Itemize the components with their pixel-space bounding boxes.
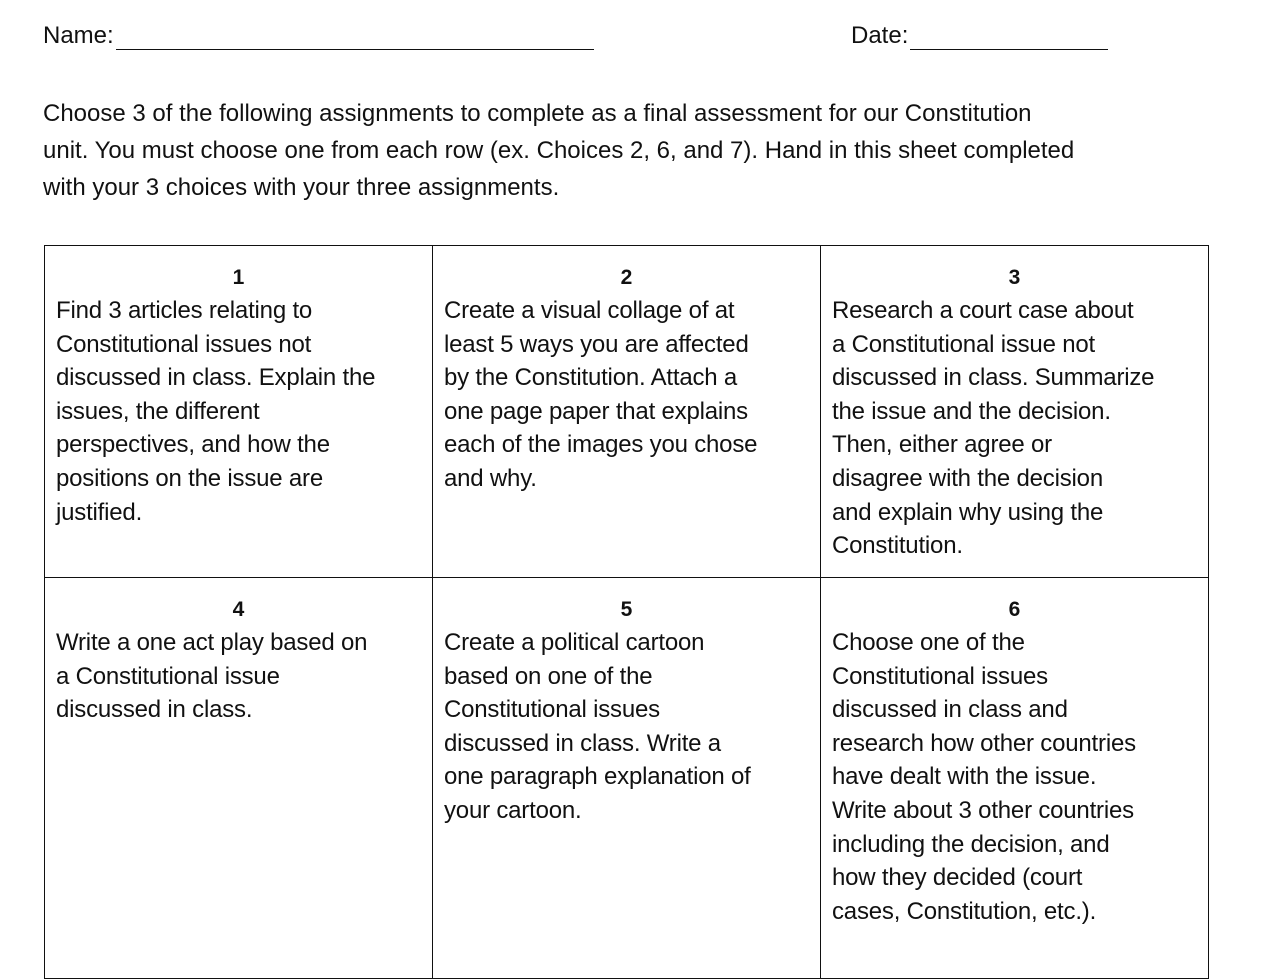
choice-text-line: discussed in class.: [56, 696, 253, 724]
choice-text-line: Constitutional issues not: [56, 330, 312, 358]
choice-text-line: one paragraph explanation of: [444, 763, 751, 791]
date-field: [851, 22, 1108, 50]
choice-text-line: the issue and the decision.: [832, 397, 1111, 425]
choice-text-line: discussed in class. Summarize: [832, 364, 1155, 392]
choice-number: 1: [232, 266, 245, 289]
choice-text-line: one page paper that explains: [444, 397, 748, 425]
choice-cell-2: [433, 246, 821, 578]
choice-number: 3: [1008, 266, 1021, 289]
choice-text-line: your cartoon.: [444, 796, 582, 824]
choice-text-line: and explain why using the: [832, 498, 1104, 526]
instructions-line: Choose 3 of the following assignments to complete as a final assessment for our Constitution: [43, 100, 1032, 127]
choice-text-line: Create a visual collage of at: [444, 297, 735, 324]
choice-text-line: have dealt with the issue.: [832, 763, 1097, 791]
date-label: Date:: [851, 22, 909, 49]
choice-text-line: Find 3 articles relating to: [56, 297, 313, 324]
choice-text-line: Constitutional issues: [444, 696, 660, 724]
choice-text-line: Then, either agree or: [832, 431, 1052, 459]
choice-text-line: justified.: [56, 498, 143, 526]
name-label: Name:: [43, 22, 114, 49]
choice-text-line: Choose one of the: [832, 629, 1025, 656]
instructions-line: with your 3 choices with your three assignments.: [43, 174, 560, 201]
choice-text-line: and why.: [444, 464, 537, 492]
date-blank[interactable]: [910, 23, 1108, 50]
table-row: [45, 578, 1209, 979]
table-row: [45, 246, 1209, 578]
choice-cell-4: [45, 578, 433, 979]
choice-text-line: issues, the different: [56, 397, 260, 425]
choice-text-line: a Constitutional issue not: [832, 330, 1095, 358]
choice-text-line: Create a political cartoon: [444, 629, 705, 656]
choice-text-line: each of the images you chose: [444, 431, 758, 459]
choice-cell-5: [433, 578, 821, 979]
choice-board: [44, 245, 1209, 979]
choice-text-line: research how other countries: [832, 729, 1136, 757]
instructions: [43, 95, 1243, 206]
choice-text-line: based on one of the: [444, 662, 653, 690]
choice-text-line: a Constitutional issue: [56, 662, 280, 690]
choice-cell-3: [821, 246, 1209, 578]
choice-number: 6: [1008, 598, 1021, 621]
choice-text-line: Research a court case about: [832, 297, 1134, 324]
choice-text-line: least 5 ways you are affected: [444, 330, 749, 358]
choice-cell-1: [45, 246, 433, 578]
choice-number: 4: [232, 598, 245, 621]
name-blank[interactable]: [116, 23, 594, 50]
choice-text-line: by the Constitution. Attach a: [444, 364, 738, 392]
choice-text-line: discussed in class. Explain the: [56, 364, 376, 392]
choice-text-line: disagree with the decision: [832, 464, 1103, 492]
instructions-line: unit. You must choose one from each row (ex. Choices 2, 6, and 7). Hand in this sheet completed: [43, 137, 1075, 164]
name-field: [43, 22, 594, 50]
choice-text-line: Write about 3 other countries: [832, 796, 1134, 824]
choice-number: 2: [620, 266, 633, 289]
choice-text-line: including the decision, and: [832, 830, 1110, 858]
choice-text-line: Constitutional issues: [832, 662, 1048, 690]
choice-text-line: discussed in class. Write a: [444, 729, 721, 757]
choice-text-line: Write a one act play based on: [56, 629, 368, 656]
choice-text-line: discussed in class and: [832, 696, 1068, 724]
choice-text-line: perspectives, and how the: [56, 431, 330, 459]
choice-text-line: how they decided (court: [832, 864, 1083, 892]
choice-number: 5: [620, 598, 633, 621]
choice-text-line: positions on the issue are: [56, 464, 323, 492]
choice-text-line: cases, Constitution, etc.).: [832, 897, 1097, 925]
choice-text-line: Constitution.: [832, 532, 963, 560]
choice-cell-6: [821, 578, 1209, 979]
